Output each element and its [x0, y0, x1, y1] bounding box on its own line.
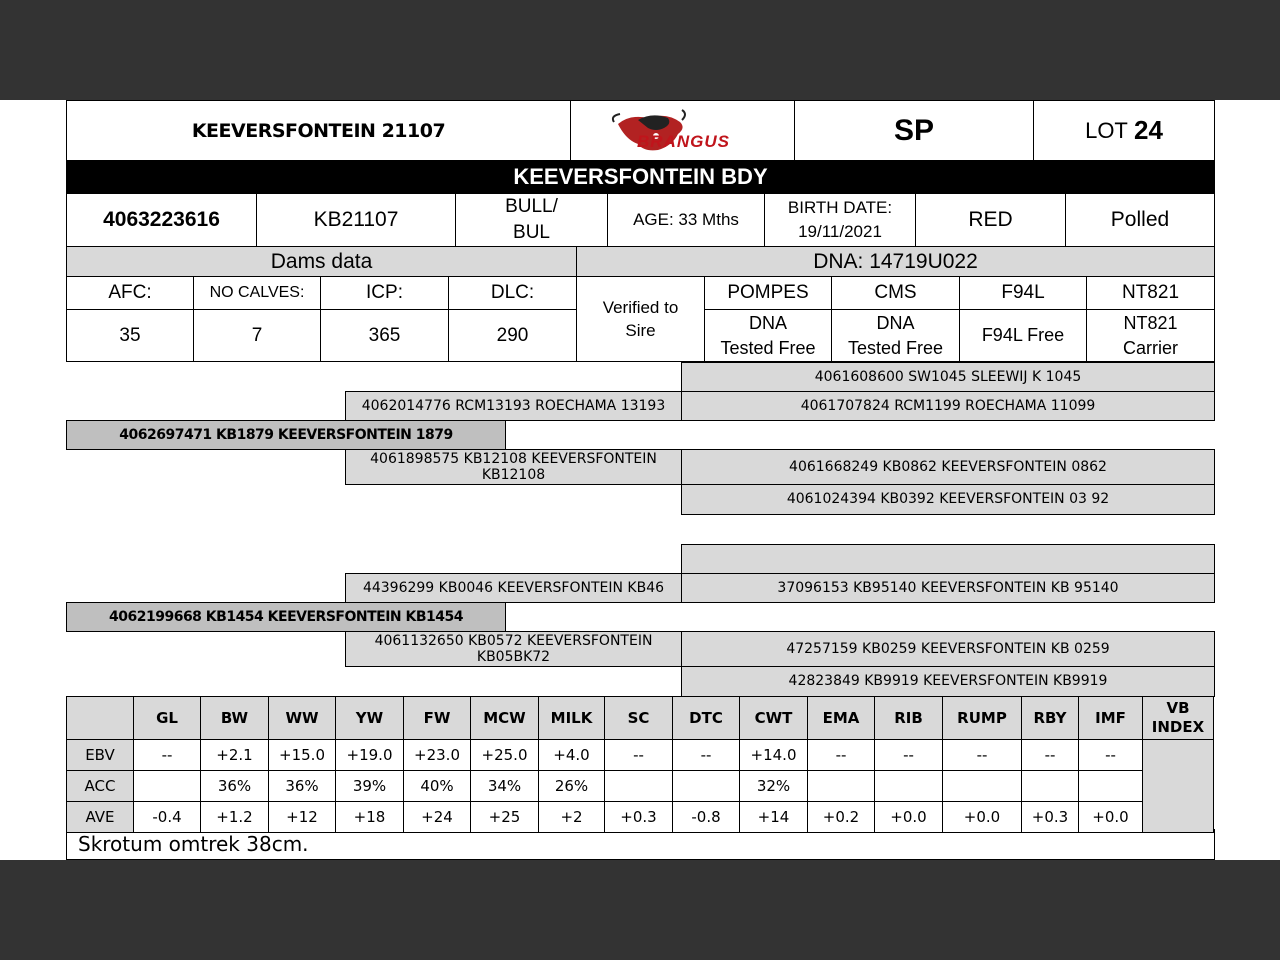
pompes-value: DNA Tested Free	[704, 309, 832, 362]
col-gl: GL	[134, 697, 201, 740]
dam-dam-dam: 42823849 KB9919 KEEVERSFONTEIN KB9919	[681, 666, 1215, 697]
ave-row	[67, 802, 1214, 833]
acc-fw: 40%	[404, 771, 471, 802]
verified-to-sire: Verified to Sire	[576, 276, 705, 362]
ave-gl: -0.4	[134, 802, 201, 833]
acc-rby	[1022, 771, 1079, 802]
ebv-rump: --	[943, 740, 1022, 771]
icp-value: 365	[320, 309, 449, 362]
icp-header: ICP:	[320, 276, 449, 310]
logo-text: BRANGUS	[637, 132, 730, 151]
ave-cwt: +14	[740, 802, 808, 833]
acc-cwt: 32%	[740, 771, 808, 802]
col-ema: EMA	[808, 697, 875, 740]
birth-date: BIRTH DATE: 19/11/2021	[764, 193, 916, 247]
ave-dtc: -0.8	[673, 802, 740, 833]
herd-name-bar: KEEVERSFONTEIN BDY	[66, 160, 1215, 194]
acc-yw: 39%	[336, 771, 404, 802]
col-ww: WW	[269, 697, 336, 740]
ebv-gl: --	[134, 740, 201, 771]
dam-dam-sire: 47257159 KB0259 KEEVERSFONTEIN KB 0259	[681, 631, 1215, 667]
col-rump: RUMP	[943, 697, 1022, 740]
cms-value: DNA Tested Free	[831, 309, 960, 362]
acc-imf	[1079, 771, 1143, 802]
acc-ema	[808, 771, 875, 802]
ave-bw: +1.2	[201, 802, 269, 833]
col-rby: RBY	[1022, 697, 1079, 740]
sire-dam-dam: 4061024394 KB0392 KEEVERSFONTEIN 03 92	[681, 484, 1215, 515]
nt821-header: NT821	[1086, 276, 1215, 310]
sire-dam: 4061898575 KB12108 KEEVERSFONTEIN KB12108	[345, 449, 682, 485]
ave-rump: +0.0	[943, 802, 1022, 833]
ebv-imf: --	[1079, 740, 1143, 771]
animal-name: KEEVERSFONTEIN 21107	[66, 100, 571, 161]
ave-milk: +2	[539, 802, 605, 833]
dams-data-title: Dams data	[66, 246, 577, 277]
ebv-rby: --	[1022, 740, 1079, 771]
col-dtc: DTC	[673, 697, 740, 740]
dlc-header: DLC:	[448, 276, 577, 310]
f94l-value: F94L Free	[959, 309, 1087, 362]
ebv-dtc: --	[673, 740, 740, 771]
ebv-bw: +2.1	[201, 740, 269, 771]
col-yw: YW	[336, 697, 404, 740]
col-sc: SC	[605, 697, 673, 740]
no-calves-header: NO CALVES:	[193, 276, 321, 310]
ebv-ema: --	[808, 740, 875, 771]
ebv-ww: +15.0	[269, 740, 336, 771]
ebv-corner	[67, 697, 134, 740]
bottom-dark-band	[0, 860, 1280, 960]
col-mcw: MCW	[471, 697, 539, 740]
note: Skrotum omtrek 38cm.	[66, 829, 1215, 860]
lot-label: LOT	[1085, 117, 1128, 143]
col-vb-index: VB INDEX	[1143, 697, 1214, 740]
col-imf: IMF	[1079, 697, 1143, 740]
row-label-ave: AVE	[67, 802, 134, 833]
f94l-header: F94L	[959, 276, 1087, 310]
ebv-yw: +19.0	[336, 740, 404, 771]
ebv-cwt: +14.0	[740, 740, 808, 771]
acc-rump	[943, 771, 1022, 802]
acc-mcw: 34%	[471, 771, 539, 802]
ave-yw: +18	[336, 802, 404, 833]
ebv-rib: --	[875, 740, 943, 771]
dam: 4062199668 KB1454 KEEVERSFONTEIN KB1454	[66, 602, 506, 632]
ebv-table	[66, 696, 1214, 833]
ebv-sc: --	[605, 740, 673, 771]
dam-dam: 4061132650 KB0572 KEEVERSFONTEIN KB05BK72	[345, 631, 682, 667]
acc-rib	[875, 771, 943, 802]
col-cwt: CWT	[740, 697, 808, 740]
pompes-header: POMPES	[704, 276, 832, 310]
ebv-row	[67, 740, 1214, 771]
acc-bw: 36%	[201, 771, 269, 802]
registration-number: 4063223616	[66, 193, 257, 247]
acc-milk: 26%	[539, 771, 605, 802]
ave-imf: +0.0	[1079, 802, 1143, 833]
sire: 4062697471 KB1879 KEEVERSFONTEIN 1879	[66, 420, 506, 450]
ave-rib: +0.0	[875, 802, 943, 833]
col-bw: BW	[201, 697, 269, 740]
ave-ema: +0.2	[808, 802, 875, 833]
col-fw: FW	[404, 697, 471, 740]
lot-box	[1033, 100, 1215, 161]
ebv-header-row	[67, 697, 1214, 740]
dam-sire-sire	[681, 544, 1215, 574]
acc-dtc	[673, 771, 740, 802]
ave-sc: +0.3	[605, 802, 673, 833]
afc-header: AFC:	[66, 276, 194, 310]
ave-fw: +24	[404, 802, 471, 833]
ebv-milk: +4.0	[539, 740, 605, 771]
ebv-fw: +23.0	[404, 740, 471, 771]
nt821-value: NT821 Carrier	[1086, 309, 1215, 362]
col-milk: MILK	[539, 697, 605, 740]
sex: BULL/ BUL	[455, 193, 608, 247]
colour: RED	[915, 193, 1066, 247]
ave-ww: +12	[269, 802, 336, 833]
sire-sire-sire: 4061608600 SW1045 SLEEWIJ K 1045	[681, 362, 1215, 392]
ave-mcw: +25	[471, 802, 539, 833]
ebv-mcw: +25.0	[471, 740, 539, 771]
lot-number: 24	[1134, 115, 1163, 145]
dam-sire: 44396299 KB0046 KEEVERSFONTEIN KB46	[345, 573, 682, 603]
herd-number: KB21107	[256, 193, 456, 247]
sire-sire: 4062014776 RCM13193 ROECHAMA 13193	[345, 391, 682, 421]
dlc-value: 290	[448, 309, 577, 362]
afc-value: 35	[66, 309, 194, 362]
acc-sc	[605, 771, 673, 802]
top-dark-band	[0, 0, 1280, 100]
dam-sire-dam: 37096153 KB95140 KEEVERSFONTEIN KB 95140	[681, 573, 1215, 603]
brangus-logo	[570, 100, 795, 161]
ave-rby: +0.3	[1022, 802, 1079, 833]
sire-sire-dam: 4061707824 RCM1199 ROECHAMA 11099	[681, 391, 1215, 421]
row-label-ebv: EBV	[67, 740, 134, 771]
acc-row	[67, 771, 1214, 802]
cms-header: CMS	[831, 276, 960, 310]
sire-dam-sire: 4061668249 KB0862 KEEVERSFONTEIN 0862	[681, 449, 1215, 485]
row-label-acc: ACC	[67, 771, 134, 802]
acc-ww: 36%	[269, 771, 336, 802]
col-rib: RIB	[875, 697, 943, 740]
vb-index-value	[1143, 740, 1214, 833]
grade: SP	[794, 100, 1034, 161]
no-calves-value: 7	[193, 309, 321, 362]
age: AGE: 33 Mths	[607, 193, 765, 247]
dna-title: DNA: 14719U022	[576, 246, 1215, 277]
acc-gl	[134, 771, 201, 802]
horn-status: Polled	[1065, 193, 1215, 247]
